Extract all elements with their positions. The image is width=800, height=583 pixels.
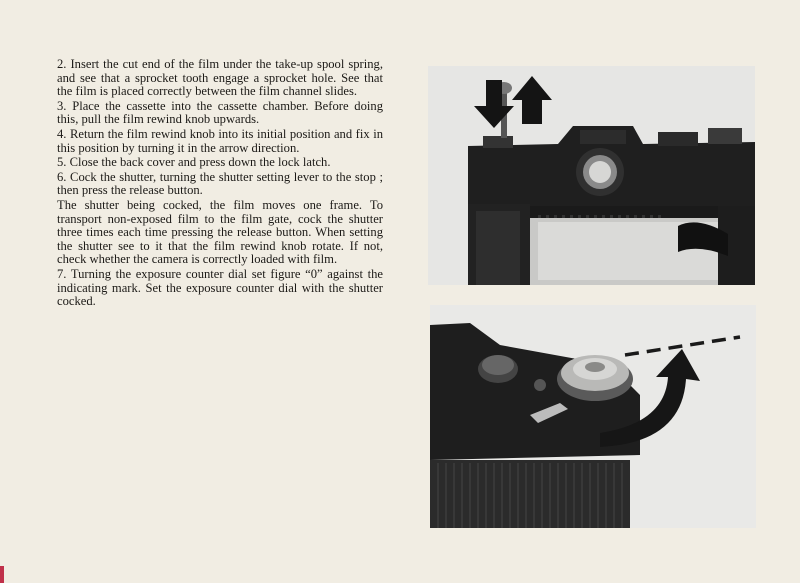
camera-back-illustration — [428, 66, 755, 285]
step-7: 7. Turning the exposure counter dial set figure “0” against the indicating mark. Set the exposure counter dial with the shutter cocked. — [57, 266, 383, 309]
step-4: 4. Return the film rewind knob into its initial position and fix in this position by turning it in the arrow direction. — [57, 126, 383, 155]
exposure-counter-photo — [430, 305, 756, 528]
step-5: 5. Close the back cover and press down the lock latch. — [57, 155, 331, 170]
instruction-text — [57, 58, 383, 310]
step-6-detail: The shutter being cocked, the film moves one frame. To transport non-exposed film to the film gate, cock the shutter three times each time pressing the release button. When setting the shutter see to it that the film rewind knob rotate. If not, check whether the camera is correctly loaded with film. — [57, 197, 383, 267]
exposure-counter-illustration — [430, 305, 756, 528]
camera-back-photo — [428, 66, 755, 285]
step-2: 2. Insert the cut end of the film under the take-up spool spring, and see that a sprocket tooth engage a sprocket hole. See that the film is placed correctly between the film channel slides. — [57, 57, 383, 99]
step-3: 3. Place the cassette into the cassette chamber. Before doing this, pull the film rewind knob upwards. — [57, 98, 383, 127]
step-6: 6. Cock the shutter, turning the shutter setting lever to the stop ; then press the release button. — [57, 169, 383, 198]
page-edge-mark — [0, 566, 4, 583]
